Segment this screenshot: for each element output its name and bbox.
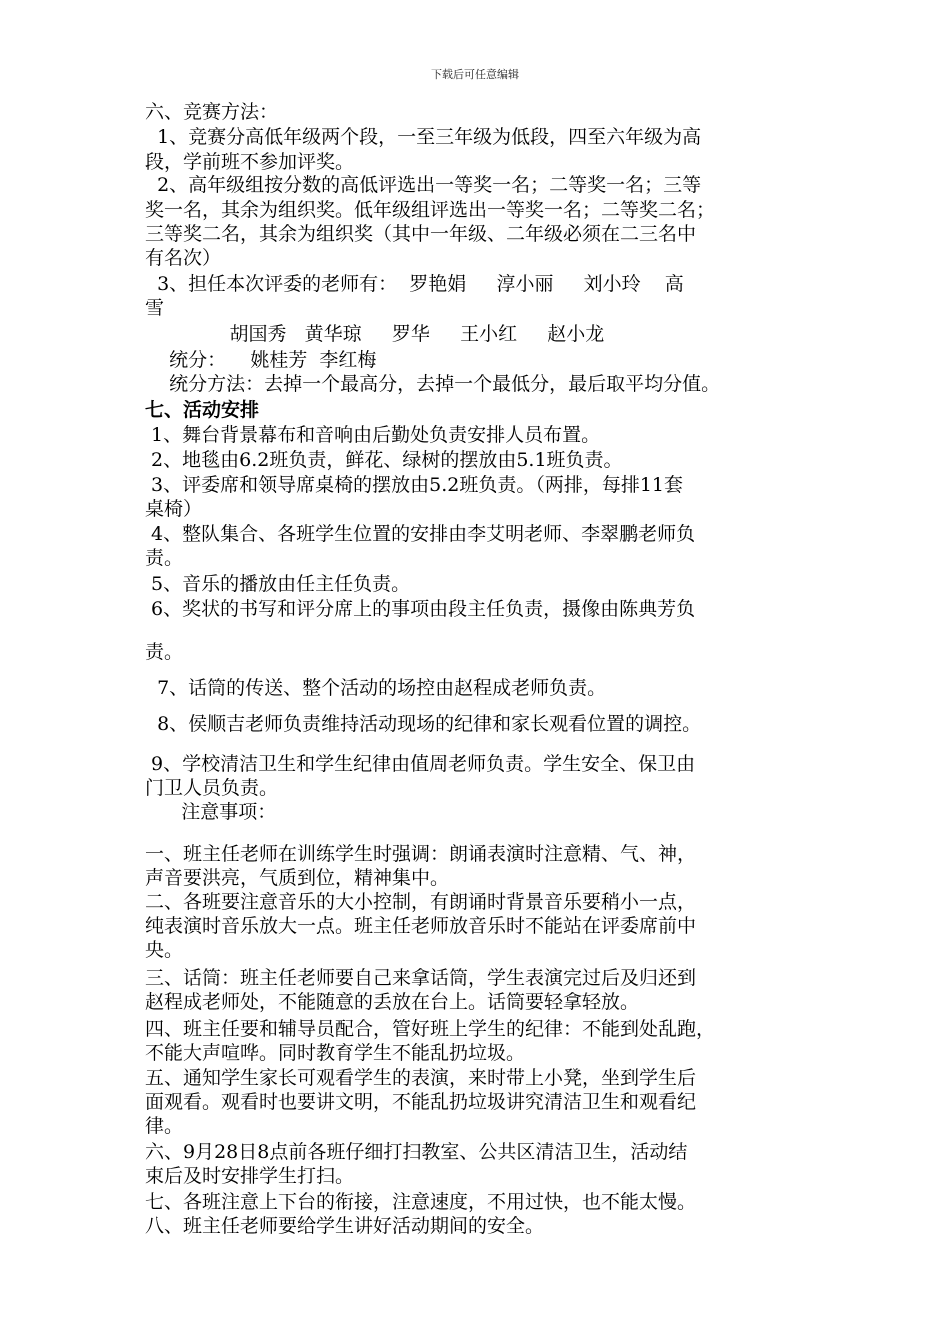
text-line: 不能大声喧哗。同时教育学生不能乱扔垃圾。 xyxy=(145,1042,526,1064)
text-line: 律。 xyxy=(145,1115,184,1137)
text-line: 责。 xyxy=(145,547,184,569)
text-line: 统分方法：去掉一个最高分，去掉一个最低分，最后取平均分值。 xyxy=(145,373,721,395)
page-header: 下载后可任意编辑 xyxy=(431,68,519,81)
text-line: 6、奖状的书写和评分席上的事项由段主任负责，摄像由陈典芳负 xyxy=(145,598,696,620)
text-line: 注意事项： xyxy=(145,801,277,823)
text-line: 赵程成老师处，不能随意的丢放在台上。话筒要轻拿轻放。 xyxy=(145,991,640,1013)
text-line: 七、各班注意上下台的衔接，注意速度，不用过快，也不能太慢。 xyxy=(145,1191,697,1213)
text-line: 1、舞台背景幕布和音响由后勤处负责安排人员布置。 xyxy=(145,424,601,446)
text-line: 统分： 姚桂芳 李红梅 xyxy=(145,349,377,371)
text-line: 央。 xyxy=(145,939,184,961)
text-line: 门卫人员负责。 xyxy=(145,777,279,799)
text-line: 3、担任本次评委的老师有： 罗艳娟 淳小丽 刘小玲 高 xyxy=(145,273,684,295)
text-line: 5、音乐的播放由任主任负责。 xyxy=(145,573,411,595)
text-line: 8、侯顺吉老师负责维持活动现场的纪律和家长观看位置的调控。 xyxy=(145,713,702,735)
text-line: 三、话筒：班主任老师要自己来拿话筒，学生表演完过后及归还到 xyxy=(145,967,697,989)
text-line: 奖一名，其余为组织奖。低年级组评选出一等奖一名；二等奖二名； xyxy=(145,199,716,221)
text-line: 2、地毯由6.2班负责，鲜花、绿树的摆放由5.1班负责。 xyxy=(145,449,623,471)
text-line: 声音要洪亮，气质到位，精神集中。 xyxy=(145,867,450,889)
text-line: 责。 xyxy=(145,641,184,663)
text-line: 二、各班要注意音乐的大小控制，有朗诵时背景音乐要稍小一点， xyxy=(145,891,697,913)
text-line: 一、班主任老师在训练学生时强调：朗诵表演时注意精、气、神， xyxy=(145,843,697,865)
text-line: 五、通知学生家长可观看学生的表演，来时带上小凳，坐到学生后 xyxy=(145,1067,697,1089)
text-line: 2、高年级组按分数的高低评选出一等奖一名；二等奖一名；三等 xyxy=(145,174,702,196)
text-line: 束后及时安排学生打扫。 xyxy=(145,1165,355,1187)
text-line: 7、话筒的传送、整个活动的场控由赵程成老师负责。 xyxy=(145,677,607,699)
text-line: 四、班主任要和辅导员配合，管好班上学生的纪律：不能到处乱跑， xyxy=(145,1018,716,1040)
section-heading: 七、活动安排 xyxy=(145,399,260,421)
text-line: 桌椅） xyxy=(145,498,203,520)
text-line: 有名次） xyxy=(145,247,222,269)
text-line: 段，学前班不参加评奖。 xyxy=(145,151,355,173)
text-line: 六、竞赛方法： xyxy=(145,101,279,123)
text-line: 八、班主任老师要给学生讲好活动期间的安全。 xyxy=(145,1215,545,1237)
text-line: 3、评委席和领导席桌椅的摆放由5.2班负责。（两排，每排11套 xyxy=(145,474,684,496)
text-line: 1、竞赛分高低年级两个段，一至三年级为低段，四至六年级为高 xyxy=(145,126,702,148)
text-line: 4、整队集合、各班学生位置的安排由李艾明老师、李翠鹏老师负 xyxy=(145,523,696,545)
text-line: 胡国秀 黄华琼 罗华 王小红 赵小龙 xyxy=(145,323,605,345)
text-line: 六、9月28日8点前各班仔细打扫教室、公共区清洁卫生，活动结 xyxy=(145,1141,688,1163)
text-line: 三等奖二名，其余为组织奖（其中一年级、二年级必须在二三名中 xyxy=(145,223,697,245)
text-line: 面观看。观看时也要讲文明，不能乱扔垃圾讲究清洁卫生和观看纪 xyxy=(145,1091,697,1113)
text-line: 9、学校清洁卫生和学生纪律由值周老师负责。学生安全、保卫由 xyxy=(145,753,696,775)
text-line: 雪 xyxy=(145,297,165,319)
text-line: 纯表演时音乐放大一点。班主任老师放音乐时不能站在评委席前中 xyxy=(145,915,697,937)
